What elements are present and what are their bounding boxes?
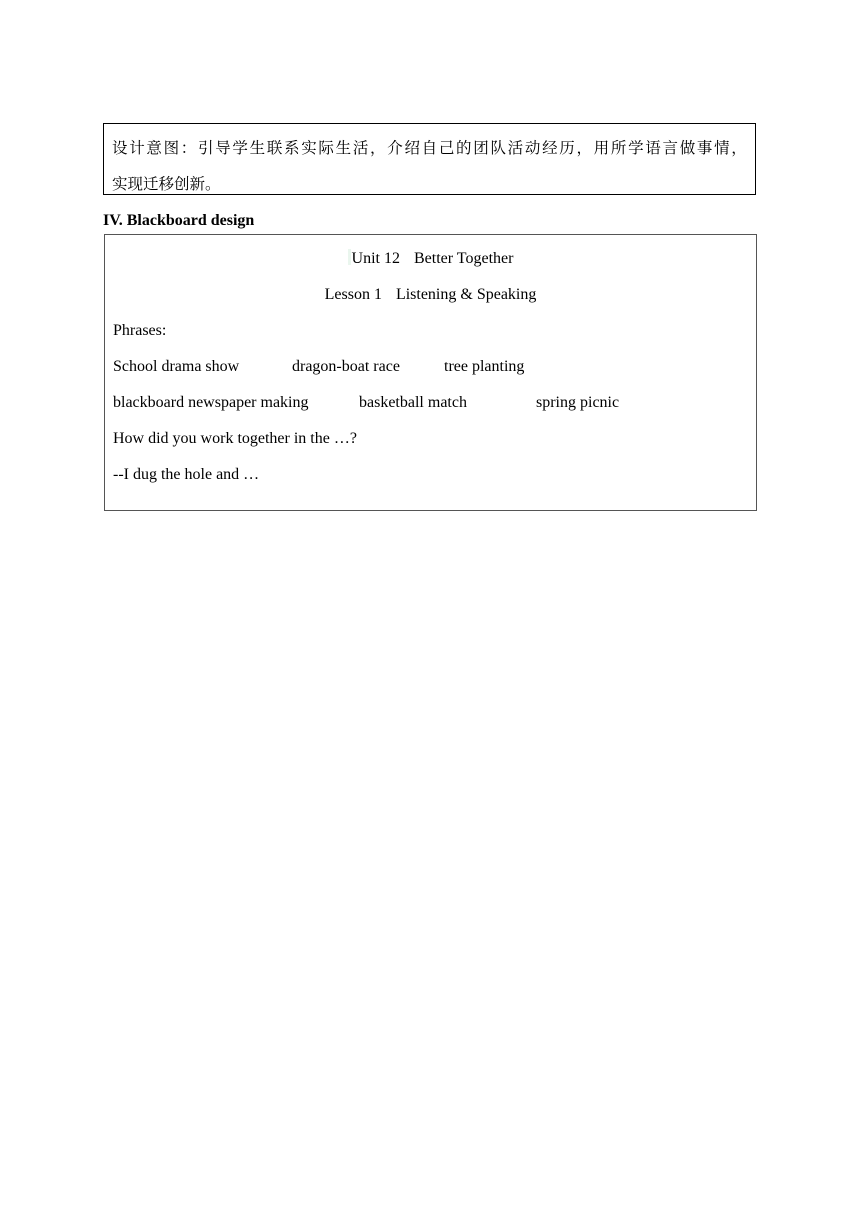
question-line: How did you work together in the …? [113,430,357,447]
text-cursor-mark [348,249,351,265]
blackboard-design-box [104,234,757,511]
unit-title: Better Together [414,250,514,267]
phrases-label: Phrases: [113,322,167,339]
section-heading: IV. Blackboard design [103,212,255,229]
phrase-item: blackboard newspaper making [113,394,309,411]
answer-line: --I dug the hole and … [113,466,260,483]
lesson-title-line [105,285,756,305]
unit-title-line [105,249,756,269]
phrase-item: dragon-boat race [292,358,400,375]
phrase-item: basketball match [359,394,467,411]
design-intent-box [103,123,756,195]
unit-number: Unit 12 [351,250,400,267]
phrase-item: spring picnic [536,394,620,411]
design-intent-line-1: 设计意图：引导学生联系实际生活，介绍自己的团队活动经历，用所学语言做事情， [112,139,747,157]
phrase-item: School drama show [113,358,240,375]
phrase-item: tree planting [444,358,525,375]
lesson-number: Lesson 1 [324,286,382,303]
lesson-title: Listening & Speaking [395,286,537,303]
design-intent-line-2: 实现迁移创新。 [112,175,221,193]
